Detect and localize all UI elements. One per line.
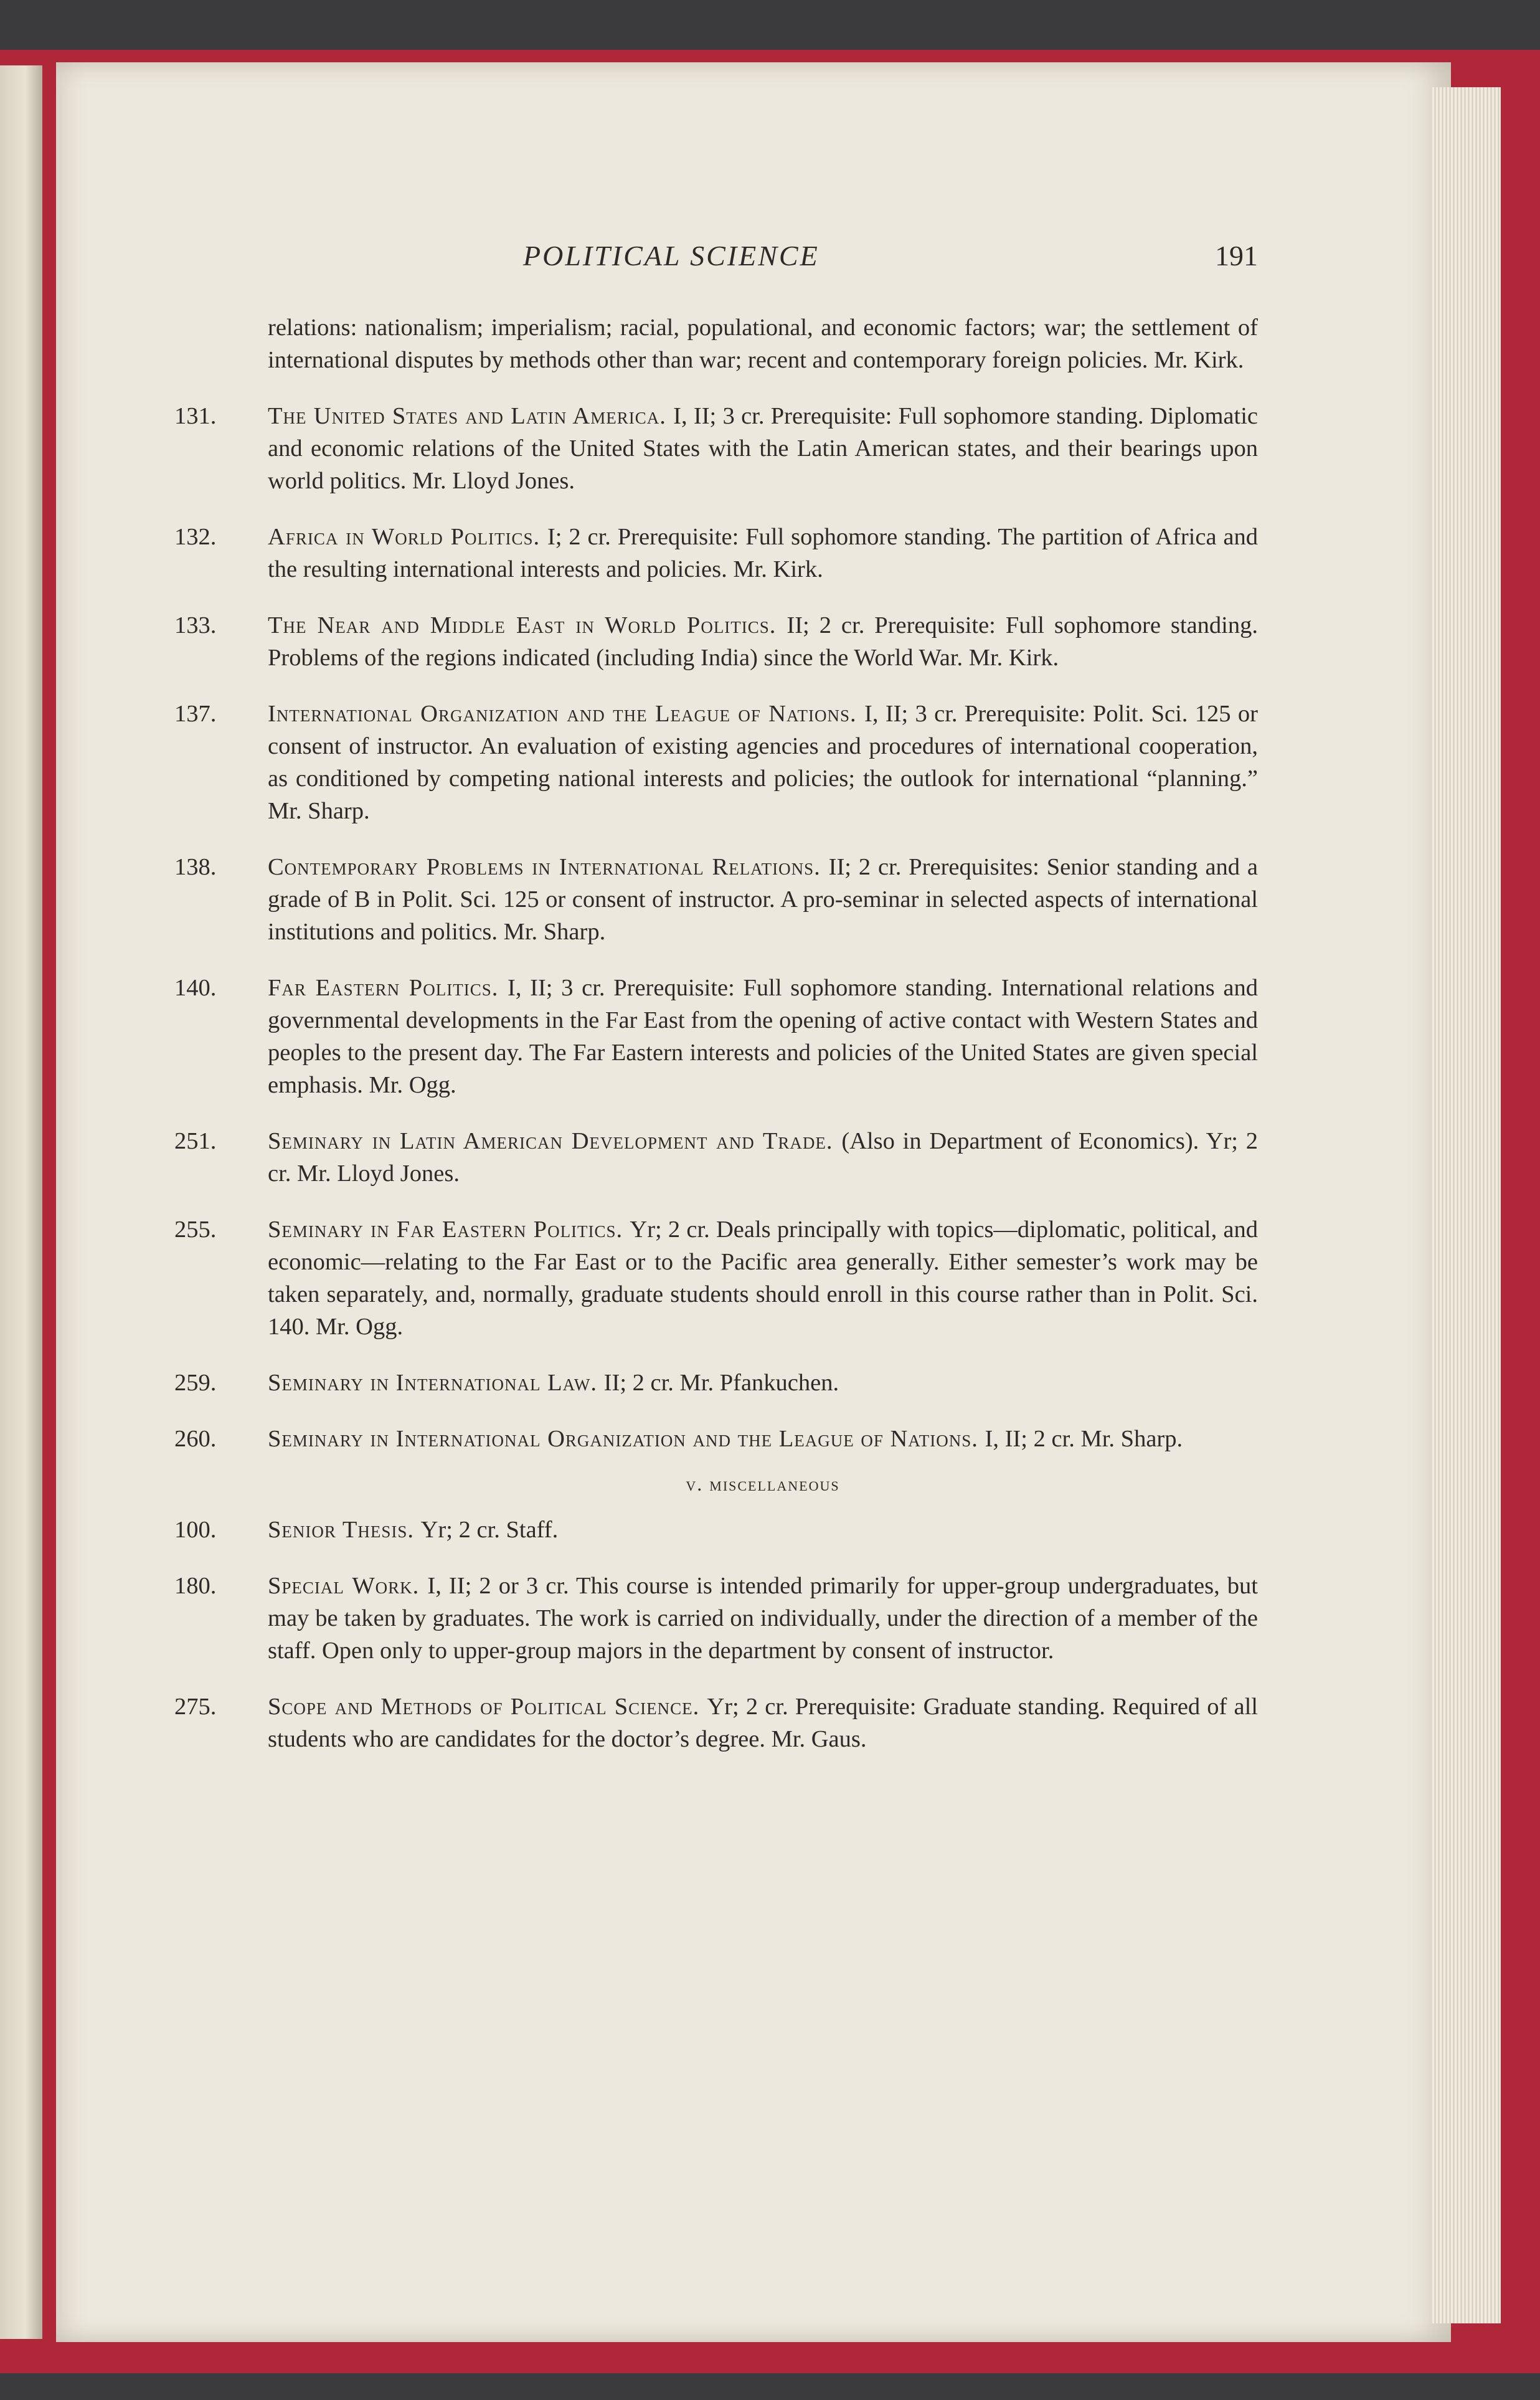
entry-text: I, II; 2 cr. Mr. Sharp.: [985, 1426, 1183, 1452]
course-title: The United States and Latin America.: [268, 403, 674, 429]
course-entry: [174, 1691, 1258, 1755]
course-entry: [174, 1213, 1258, 1343]
course-title: Seminary in Latin American Development and Trade.: [268, 1128, 842, 1154]
course-title: Africa in World Politics.: [268, 524, 547, 550]
course-entry: [174, 400, 1258, 497]
course-title: Senior Thesis.: [268, 1517, 421, 1543]
course-number: 137.: [174, 701, 217, 727]
course-entry: [174, 609, 1258, 674]
course-title: Seminary in International Organization and the League of Nations.: [268, 1426, 985, 1452]
course-number: 260.: [174, 1426, 217, 1452]
course-number: 133.: [174, 612, 217, 638]
course-number: 259.: [174, 1370, 217, 1396]
page-text: [174, 311, 1258, 1779]
entry-text: Yr; 2 cr. Deals principally with topics—diplomatic, political, and economic—relating to the Far East or to the Pacific area generally. Either semester’s work may be taken separately, and, normally, graduate students should enroll in this course rather than in Polit. Sci. 140. Mr. Ogg.: [268, 1217, 1258, 1340]
course-entry: [174, 972, 1258, 1101]
page-number: 191: [1215, 240, 1258, 272]
entry-text: II; 2 cr. Prerequisites: Senior standing and a grade of B in Polit. Sci. 125 or consent of instructor. A pro-seminar in selected aspects of international institutions and politics. Mr. Sharp.: [268, 854, 1259, 945]
course-title: Special Work.: [268, 1573, 428, 1599]
course-title: International Organization and the League of Nations.: [268, 701, 865, 727]
course-entry: [174, 698, 1258, 827]
running-head: [249, 237, 1258, 280]
entry-text: I, II; 3 cr. Prerequisite: Polit. Sci. 125 or consent of instructor. An evaluation of existing agencies and procedures of international cooperation, as conditioned by competing national interests and policies; the outlook for international “planning.” Mr. Sharp.: [268, 701, 1258, 824]
course-number: 100.: [174, 1517, 217, 1543]
course-number: 275.: [174, 1694, 217, 1720]
entry-text: Yr; 2 cr. Staff.: [420, 1517, 559, 1543]
course-entry: [174, 851, 1258, 948]
course-number: 251.: [174, 1128, 217, 1154]
course-number: 255.: [174, 1217, 217, 1243]
entry-text: relations: nationalism; imperialism; racial, populational, and economic factors; war; the settlement of international disputes by methods other than war; recent and contemporary foreign policies. Mr. Kirk.: [268, 315, 1258, 373]
course-entry: [174, 521, 1258, 586]
entry-text: II; 2 cr. Prerequisite: Full sophomore standing. Problems of the regions indicated (including India) since the World War. Mr. Kirk.: [268, 612, 1258, 671]
entry-text: Yr; 2 cr. Prerequisite: Graduate standing. Required of all students who are candidates for the doctor’s degree. Mr. Gaus.: [268, 1694, 1258, 1752]
course-title: The Near and Middle East in World Politics.: [268, 612, 787, 638]
course-entry: [174, 1423, 1258, 1455]
entry-text: I; 2 cr. Prerequisite: Full sophomore standing. The partition of Africa and the resulting international interests and policies. Mr. Kirk.: [268, 524, 1258, 582]
course-title: Far Eastern Politics.: [268, 975, 508, 1001]
course-number: 132.: [174, 524, 217, 550]
page-stack-edge: [1432, 87, 1501, 2323]
course-title: Seminary in Far Eastern Politics.: [268, 1217, 630, 1243]
course-number: 131.: [174, 403, 217, 429]
entry-text: II; 2 cr. Mr. Pfankuchen.: [603, 1370, 839, 1396]
course-entry: [174, 1514, 1258, 1546]
entry-text: (Also in Department of Economics). Yr; 2 cr. Mr. Lloyd Jones.: [268, 1128, 1258, 1187]
course-entry: [174, 1125, 1258, 1190]
running-title: POLITICAL SCIENCE: [523, 240, 820, 272]
facing-page-edge: [0, 65, 42, 2339]
course-entry: [174, 1570, 1258, 1667]
course-title: Contemporary Problems in International Relations.: [268, 854, 829, 880]
course-entry-continued: [174, 311, 1258, 376]
course-entry: [174, 1367, 1258, 1399]
section-heading: v. miscellaneous: [686, 1473, 840, 1495]
entry-text: I, II; 3 cr. Prerequisite: Full sophomore standing. International relations and governmental developments in the Far East from the opening of active contact with Western States and peoples to the present day. The Far Eastern interests and policies of the United States are given special emphasis. Mr. Ogg.: [268, 975, 1258, 1098]
course-number: 180.: [174, 1573, 217, 1599]
entry-text: I, II; 2 or 3 cr. This course is intended primarily for upper-group undergraduates, but may be taken by graduates. The work is carried on individually, under the direction of a member of the staff. Open only to upper-group majors in the department by consent of instructor.: [268, 1573, 1259, 1664]
entry-text: I, II; 3 cr. Prerequisite: Full sophomore standing. Diplomatic and economic relations of the United States with the Latin American states, and their bearings upon world politics. Mr. Lloyd Jones.: [268, 403, 1258, 494]
course-title: Seminary in International Law.: [268, 1370, 604, 1396]
course-title: Scope and Methods of Political Science.: [268, 1694, 707, 1720]
course-number: 138.: [174, 854, 217, 880]
course-number: 140.: [174, 975, 217, 1001]
